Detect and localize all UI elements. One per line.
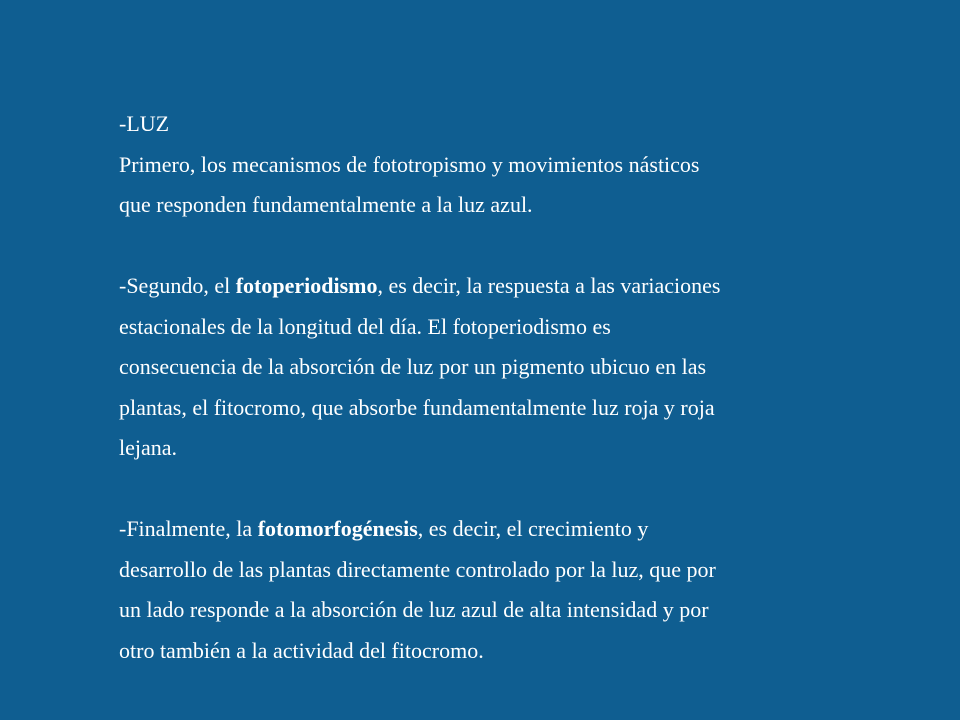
fotoperiodismo-term: fotoperiodismo bbox=[235, 273, 378, 298]
paragraph-1-line-1: Primero, los mecanismos de fototropismo y movimientos násticos bbox=[119, 151, 700, 177]
paragraph-1-line-2: que responden fundamentalmente a la luz azul. bbox=[119, 192, 533, 217]
paragraph-3-line-1-post: , es decir, el crecimiento y bbox=[417, 516, 649, 541]
paragraph-3-line-3: un lado responde a la absorción de luz azul de alta intensidad y por bbox=[119, 597, 709, 622]
paragraph-2-line-2: estacionales de la longitud del día. El fotoperiodismo es bbox=[119, 313, 611, 339]
slide-heading: -LUZ bbox=[119, 111, 170, 136]
paragraph-spacer bbox=[119, 469, 879, 510]
paragraph-2-line-4: plantas, el fitocromo, que absorbe fundamentalmente luz roja y roja bbox=[119, 394, 715, 420]
paragraph-2-line-1-pre: -Segundo, el bbox=[119, 273, 236, 298]
paragraph-3-line-2: desarrollo de las plantas directamente controlado por la luz, que por bbox=[119, 556, 716, 582]
paragraph-3-line-1-pre: -Finalmente, la bbox=[119, 516, 258, 541]
paragraph-2-line-1 bbox=[119, 266, 879, 307]
paragraph-2-line-1-post: , es decir, la respuesta a las variaciones bbox=[377, 273, 721, 298]
paragraph-3-line-4: otro también a la actividad del fitocromo. bbox=[119, 637, 484, 663]
paragraph-2-line-3: consecuencia de la absorción de luz por un pigmento ubicuo en las bbox=[119, 354, 707, 379]
slide-text-body bbox=[119, 104, 879, 671]
fotomorfogenesis-term: fotomorfogénesis bbox=[257, 516, 418, 541]
paragraph-spacer bbox=[119, 226, 879, 267]
paragraph-3-line-1 bbox=[119, 509, 879, 550]
paragraph-2-line-5: lejana. bbox=[119, 435, 178, 460]
